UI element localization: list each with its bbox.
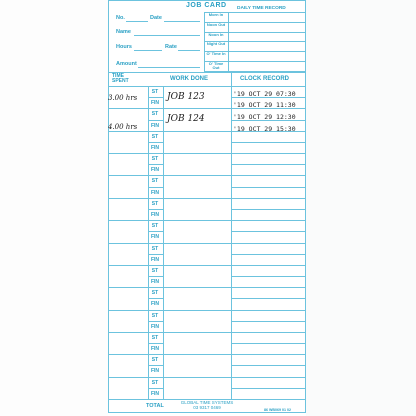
fin-label: FIN [150, 144, 160, 151]
st-label: ST [151, 379, 159, 386]
st-label: ST [151, 133, 159, 140]
st-label: ST [151, 290, 159, 297]
st-label: ST [151, 312, 159, 319]
work-done-header: WORK DONE [170, 76, 208, 82]
st-label: ST [151, 200, 159, 207]
footer-company: GLOBAL TIME SYSTEMS [180, 400, 234, 405]
st-label: ST [151, 334, 159, 341]
fin-label: FIN [150, 390, 160, 397]
st-label: ST [151, 178, 159, 185]
background-right [306, 0, 416, 416]
job-card [108, 0, 306, 416]
st-label: ST [151, 89, 159, 95]
daily-row-label: O' Time Out [208, 61, 224, 70]
fin-label: FIN [150, 346, 160, 353]
entry-1-st-stamp: '19 OCT 29 07:30 [233, 90, 296, 98]
card-title: JOB CARD [186, 2, 227, 9]
daily-record-title: DAILY TIME RECORD [237, 6, 286, 11]
fin-label: FIN [150, 167, 160, 174]
rate-label: Rate [165, 44, 177, 50]
fin-label: FIN [150, 301, 160, 308]
fin-label: FIN [150, 279, 160, 286]
entry-2-st-stamp: '19 OCT 29 12:30 [233, 113, 296, 121]
st-label: ST [151, 156, 159, 163]
fin-label: FIN [150, 189, 160, 196]
daily-row-label: Noon In [208, 31, 224, 37]
entry-2-time-spent: 4.00 hrs [108, 123, 138, 131]
st-label: ST [151, 223, 159, 230]
daily-row-label: Morn In [208, 12, 224, 17]
clock-record-header: CLOCK RECORD [240, 76, 289, 82]
fin-label: FIN [150, 100, 160, 107]
entry-2-fin-stamp: '19 OCT 29 15:30 [233, 125, 296, 133]
amount-label: Amount [116, 61, 137, 67]
entry-2-work: JOB 124 [167, 114, 205, 124]
footer-phone: 03 9317 0469 [193, 405, 221, 410]
entry-1-time-spent: 3.00 hrs [108, 94, 138, 102]
hours-label: Hours [116, 44, 132, 50]
entry-1-fin-stamp: '19 OCT 29 11:30 [233, 101, 296, 109]
entry-1-work: JOB 123 [167, 92, 205, 102]
name-label: Name [116, 29, 131, 35]
st-label: ST [151, 357, 159, 364]
background-left [0, 0, 108, 416]
date-label: Date [150, 15, 162, 21]
daily-row-label: O' Time In [206, 51, 226, 57]
total-label: TOTAL [146, 403, 164, 409]
no-label: No. [116, 15, 125, 21]
daily-row-label: Noon Out [206, 21, 226, 27]
st-label: ST [151, 111, 159, 118]
st-label: ST [151, 267, 159, 274]
footer-code: 86 WB069 01 02 [264, 408, 291, 412]
daily-row-label: Night Out [206, 41, 226, 47]
fin-label: FIN [150, 211, 160, 218]
st-label: ST [151, 245, 159, 252]
fin-label: FIN [150, 122, 160, 129]
fin-label: FIN [150, 234, 160, 241]
fin-label: FIN [150, 323, 160, 330]
fin-label: FIN [150, 256, 160, 263]
time-spent-header: TIME SPENT [112, 73, 129, 84]
fin-label: FIN [150, 368, 160, 375]
